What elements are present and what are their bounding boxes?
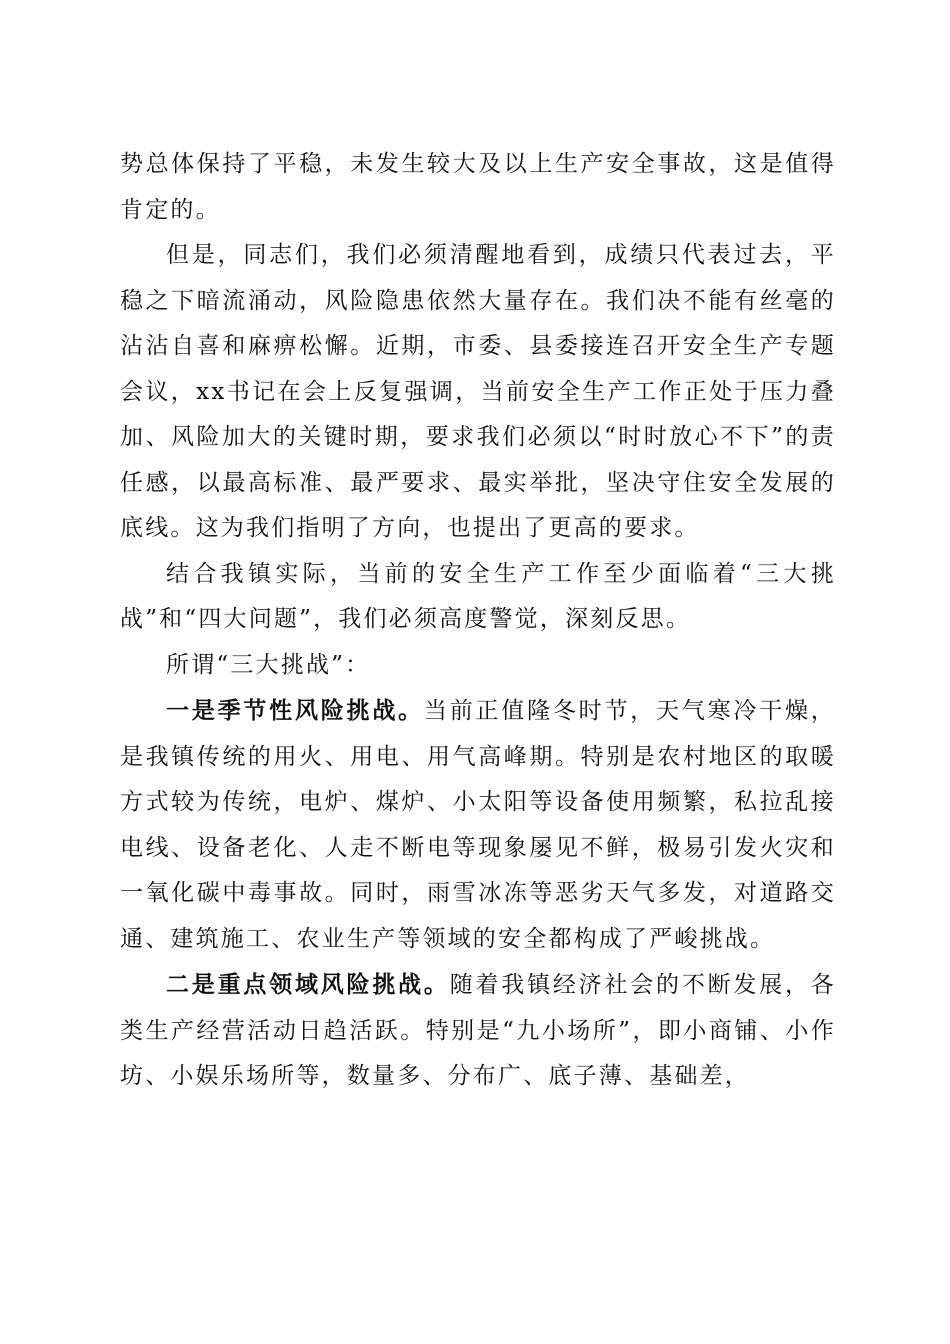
document-body — [120, 142, 836, 1100]
paragraph-lead-heading: 二是重点领域风险挑战。 — [166, 971, 450, 998]
paragraph-text: 当前正值隆冬时节，天气寒冷干燥，是我镇传统的用火、用电、用气高峰期。特别是农村地区的取暖方式较为传统，电炉、煤炉、小太阳等设备使用频繁，私拉乱接电线、设备老化、人走不断电等现象屡见不鲜，极易引发火灾和一氧化碳中毒事故。同时，雨雪冰冻等恶劣天气多发，对道路交通、建筑施工、农业生产等领域的安全都构成了严峻挑战。 — [120, 698, 836, 952]
paragraph-seasonal-risk — [120, 688, 836, 962]
paragraph-text: 所谓“三大挑战”： — [166, 651, 371, 678]
paragraph-lead-heading: 一是季节性风险挑战。 — [166, 697, 424, 724]
paragraph-current-situation — [120, 233, 836, 552]
paragraph-text: 势总体保持了平稳，未发生较大及以上生产安全事故，这是值得肯定的。 — [120, 151, 836, 223]
paragraph-text: 随着我镇经济社会的不断发展，各类生产经营活动日趋活跃。特别是“九小场所”，即小商铺、小作坊、小娱乐场所等，数量多、分布广、底子薄、基础差， — [120, 972, 837, 1089]
paragraph-three-challenges-heading — [120, 643, 836, 689]
paragraph-text: 结合我镇实际，当前的安全生产工作至少面临着“三大挑战”和“四大问题”，我们必须高度警觉，深刻反思。 — [120, 560, 836, 632]
paragraph-key-sector-risk — [120, 962, 836, 1100]
paragraph-text: 但是，同志们，我们必须清醒地看到，成绩只代表过去，平稳之下暗流涌动，风险隐患依然大量存在。我们决不能有丝毫的沾沾自喜和麻痹松懈。近期，市委、县委接连召开安全生产专题会议，xx书记在会上反复强调，当前安全生产工作正处于压力叠加、风险加大的关键时期，要求我们必须以“时时放心不下”的责任感，以最高标准、最严要求、最实举批，坚决守住安全发展的底线。这为我们指明了方向，也提出了更高的要求。 — [120, 242, 836, 541]
paragraph-continuation — [120, 142, 836, 233]
paragraph-challenges-intro — [120, 552, 836, 643]
